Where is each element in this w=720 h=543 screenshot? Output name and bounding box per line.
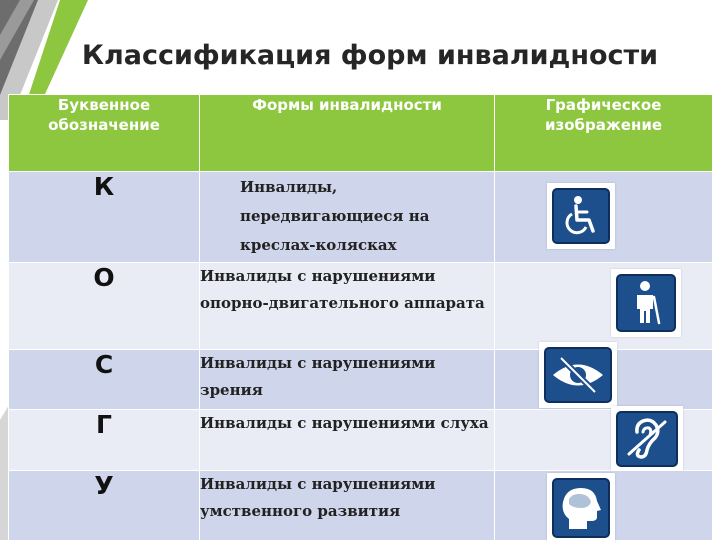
- header-graphic-image: Графическое изображение: [495, 95, 713, 172]
- table-header-row: [9, 95, 713, 172]
- head-profile-icon: [547, 473, 615, 543]
- row-letter: Г: [9, 410, 200, 471]
- crossed-eye-icon: [539, 342, 617, 408]
- table-row: [9, 350, 713, 410]
- row-description: Инвалиды с нарушениями зрения: [200, 350, 495, 410]
- header-letter-code: Буквенное обозначение: [9, 95, 200, 172]
- wheelchair-icon: [547, 183, 615, 249]
- row-description: Инвалиды с нарушениями умственного развития: [200, 471, 495, 541]
- classification-table: [8, 94, 713, 541]
- header-disability-form: Формы инвалидности: [200, 95, 495, 172]
- table-row: [9, 471, 713, 541]
- table-row: [9, 410, 713, 471]
- table-row: [9, 263, 713, 350]
- person-with-cane-icon: [611, 269, 681, 337]
- row-description: Инвалиды с нарушениями слуха: [200, 410, 495, 471]
- table-row: [9, 172, 713, 263]
- slide-title: Классификация форм инвалидности: [81, 40, 659, 71]
- row-letter: О: [9, 263, 200, 350]
- row-description: Инвалиды, передвигающиеся на креслах-колясках: [200, 172, 495, 263]
- row-letter: С: [9, 350, 200, 410]
- row-letter: К: [9, 172, 200, 263]
- hearing-ear-icon: [611, 406, 683, 472]
- row-letter: У: [9, 471, 200, 541]
- row-description: Инвалиды с нарушениями опорно-двигательного аппарата: [200, 263, 495, 350]
